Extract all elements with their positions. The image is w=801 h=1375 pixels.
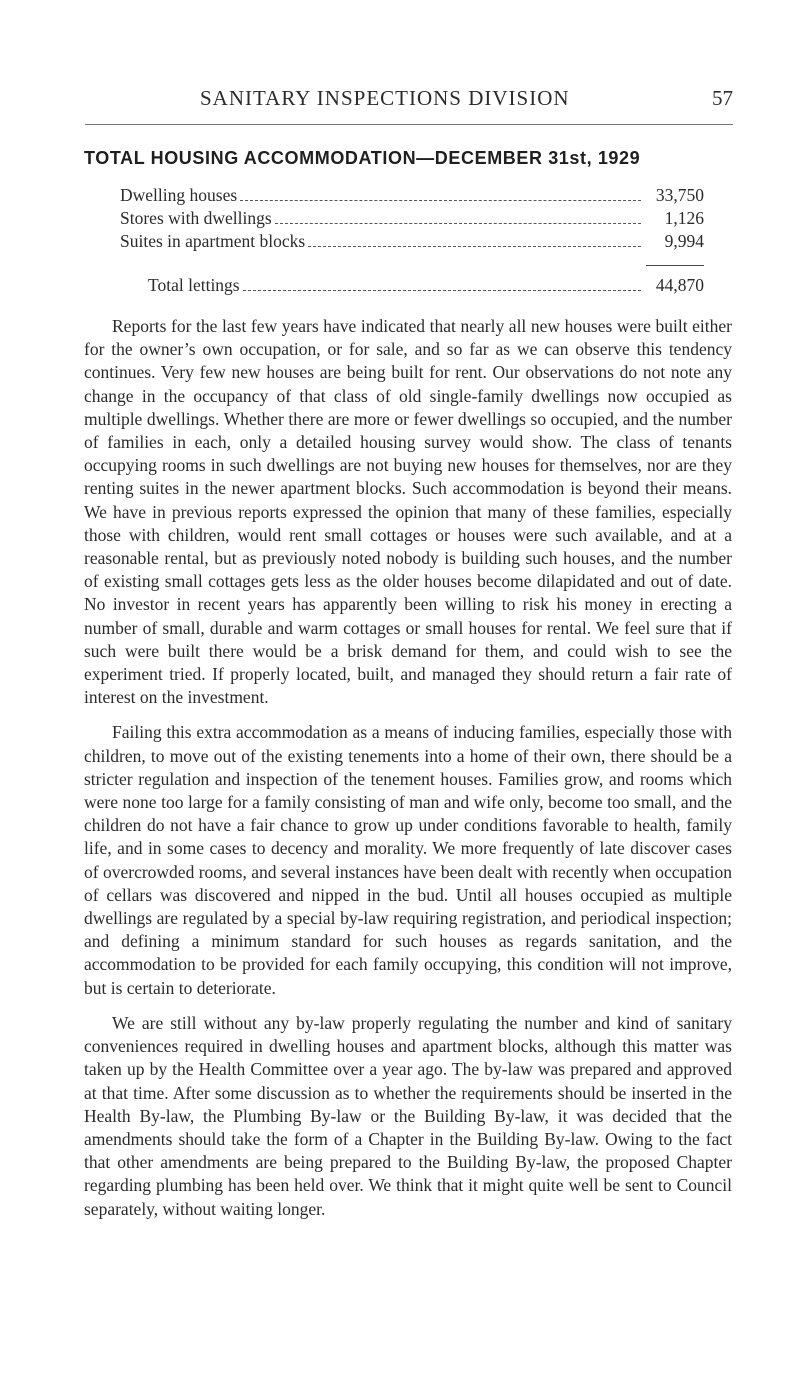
sum-rule [646,265,704,266]
total-label: Total lettings [148,275,240,295]
table-title: TOTAL HOUSING ACCOMMODATION—DECEMBER 31st, 1929 [84,148,641,168]
paragraph: Reports for the last few years have indicated that nearly all new houses were built either for the owner’s own occupation, or for sale, and so far as we can observe this tendency continues. Very few new houses are being built for rent. Our observations do not note any change in the occupancy of that class of old single-family dwellings now occupied as multiple dwellings. Whether there are more or fewer dwellings so occupied, and the number of families in each, only a detailed housing survey would show. The class of tenants occupying rooms in such dwellings are not buying new houses for themselves, nor are they renting suites in the newer apartment blocks. Such accommodation is beyond their means. We have in previous reports expressed the opinion that many of these families, especially those with children, would rent small cottages or houses were such available, and at a reasonable rental, but as previously noted nobody is building such houses, and the number of existing small cottages gets less as the older houses become dilapidated and out of date. No investor in recent years has apparently been willing to risk his money in erecting a number of small, durable and warm cottages or small houses for rental. We feel sure that if such were built there would be a brisk demand for them, and could wish to see the experiment tried. If properly located, built, and managed they should return a fair rate of interest on the investment. [84,316,732,708]
dot-leader [243,290,641,291]
row-label: Stores with dwellings [120,208,272,228]
dot-leader [240,200,641,201]
row-label: Suites in apartment blocks [120,231,306,251]
paragraph: Failing this extra accommodation as a means of inducing families, especially those with children, to move out of the existing tenements into a home of their own, there should be a stricter regulation and inspection of the tenement houses. Families grow, and rooms which were none too large for a family consisting of man and wife only, become too small, and the children do not have a fair chance to grow up under conditions favorable to health, family life, and in some cases to decency and morality. We more frequently of late discover cases of overcrowded rooms, and several instances have been dealt with recently when occupation of cellars was discovered and nipped in the bud. Until all houses occupied as multiple dwellings are regulated by a special by-law requiring registration, and periodical inspection; and defining a minimum standard for such houses as regards sanitation, and the accommodation to be provided for each family occupying, this condition will not improve, but is certain to deteriorate. [84,722,732,998]
dot-leader [275,223,641,224]
table-row [120,230,704,253]
running-head [200,86,733,116]
page-number: 57 [712,86,733,110]
paragraph: We are still without any by-law properly regulating the number and kind of sanitary conveniences required in dwelling houses and apartment blocks, although this matter was taken up by the Health Committee over a year ago. The by-law was prepared and approved at that time. After some discussion as to whether the requirements should be inserted in the Health By-law, the Plumbing By-law or the Building By-law, it was decided that the amendments should take the form of a Chapter in the Building By-law. Owing to the fact that other amendments are being prepared to the Building By-law, the proposed Chapter regarding plumbing has been held over. We think that it might quite well be sent to Council separately, without waiting longer. [84,1012,732,1219]
header-rule [85,124,733,125]
total-row [120,274,704,297]
running-head-title: SANITARY INSPECTIONS DIVISION [200,86,570,110]
row-value: 9,994 [664,231,704,251]
table-row [120,207,704,230]
row-value: 1,126 [664,208,704,228]
dot-leader [308,246,641,247]
row-value: 33,750 [655,185,704,205]
table-row [120,184,704,207]
row-label: Dwelling houses [120,185,238,205]
total-value: 44,870 [655,275,704,295]
body-text [84,315,732,1233]
housing-totals-table [120,184,704,297]
